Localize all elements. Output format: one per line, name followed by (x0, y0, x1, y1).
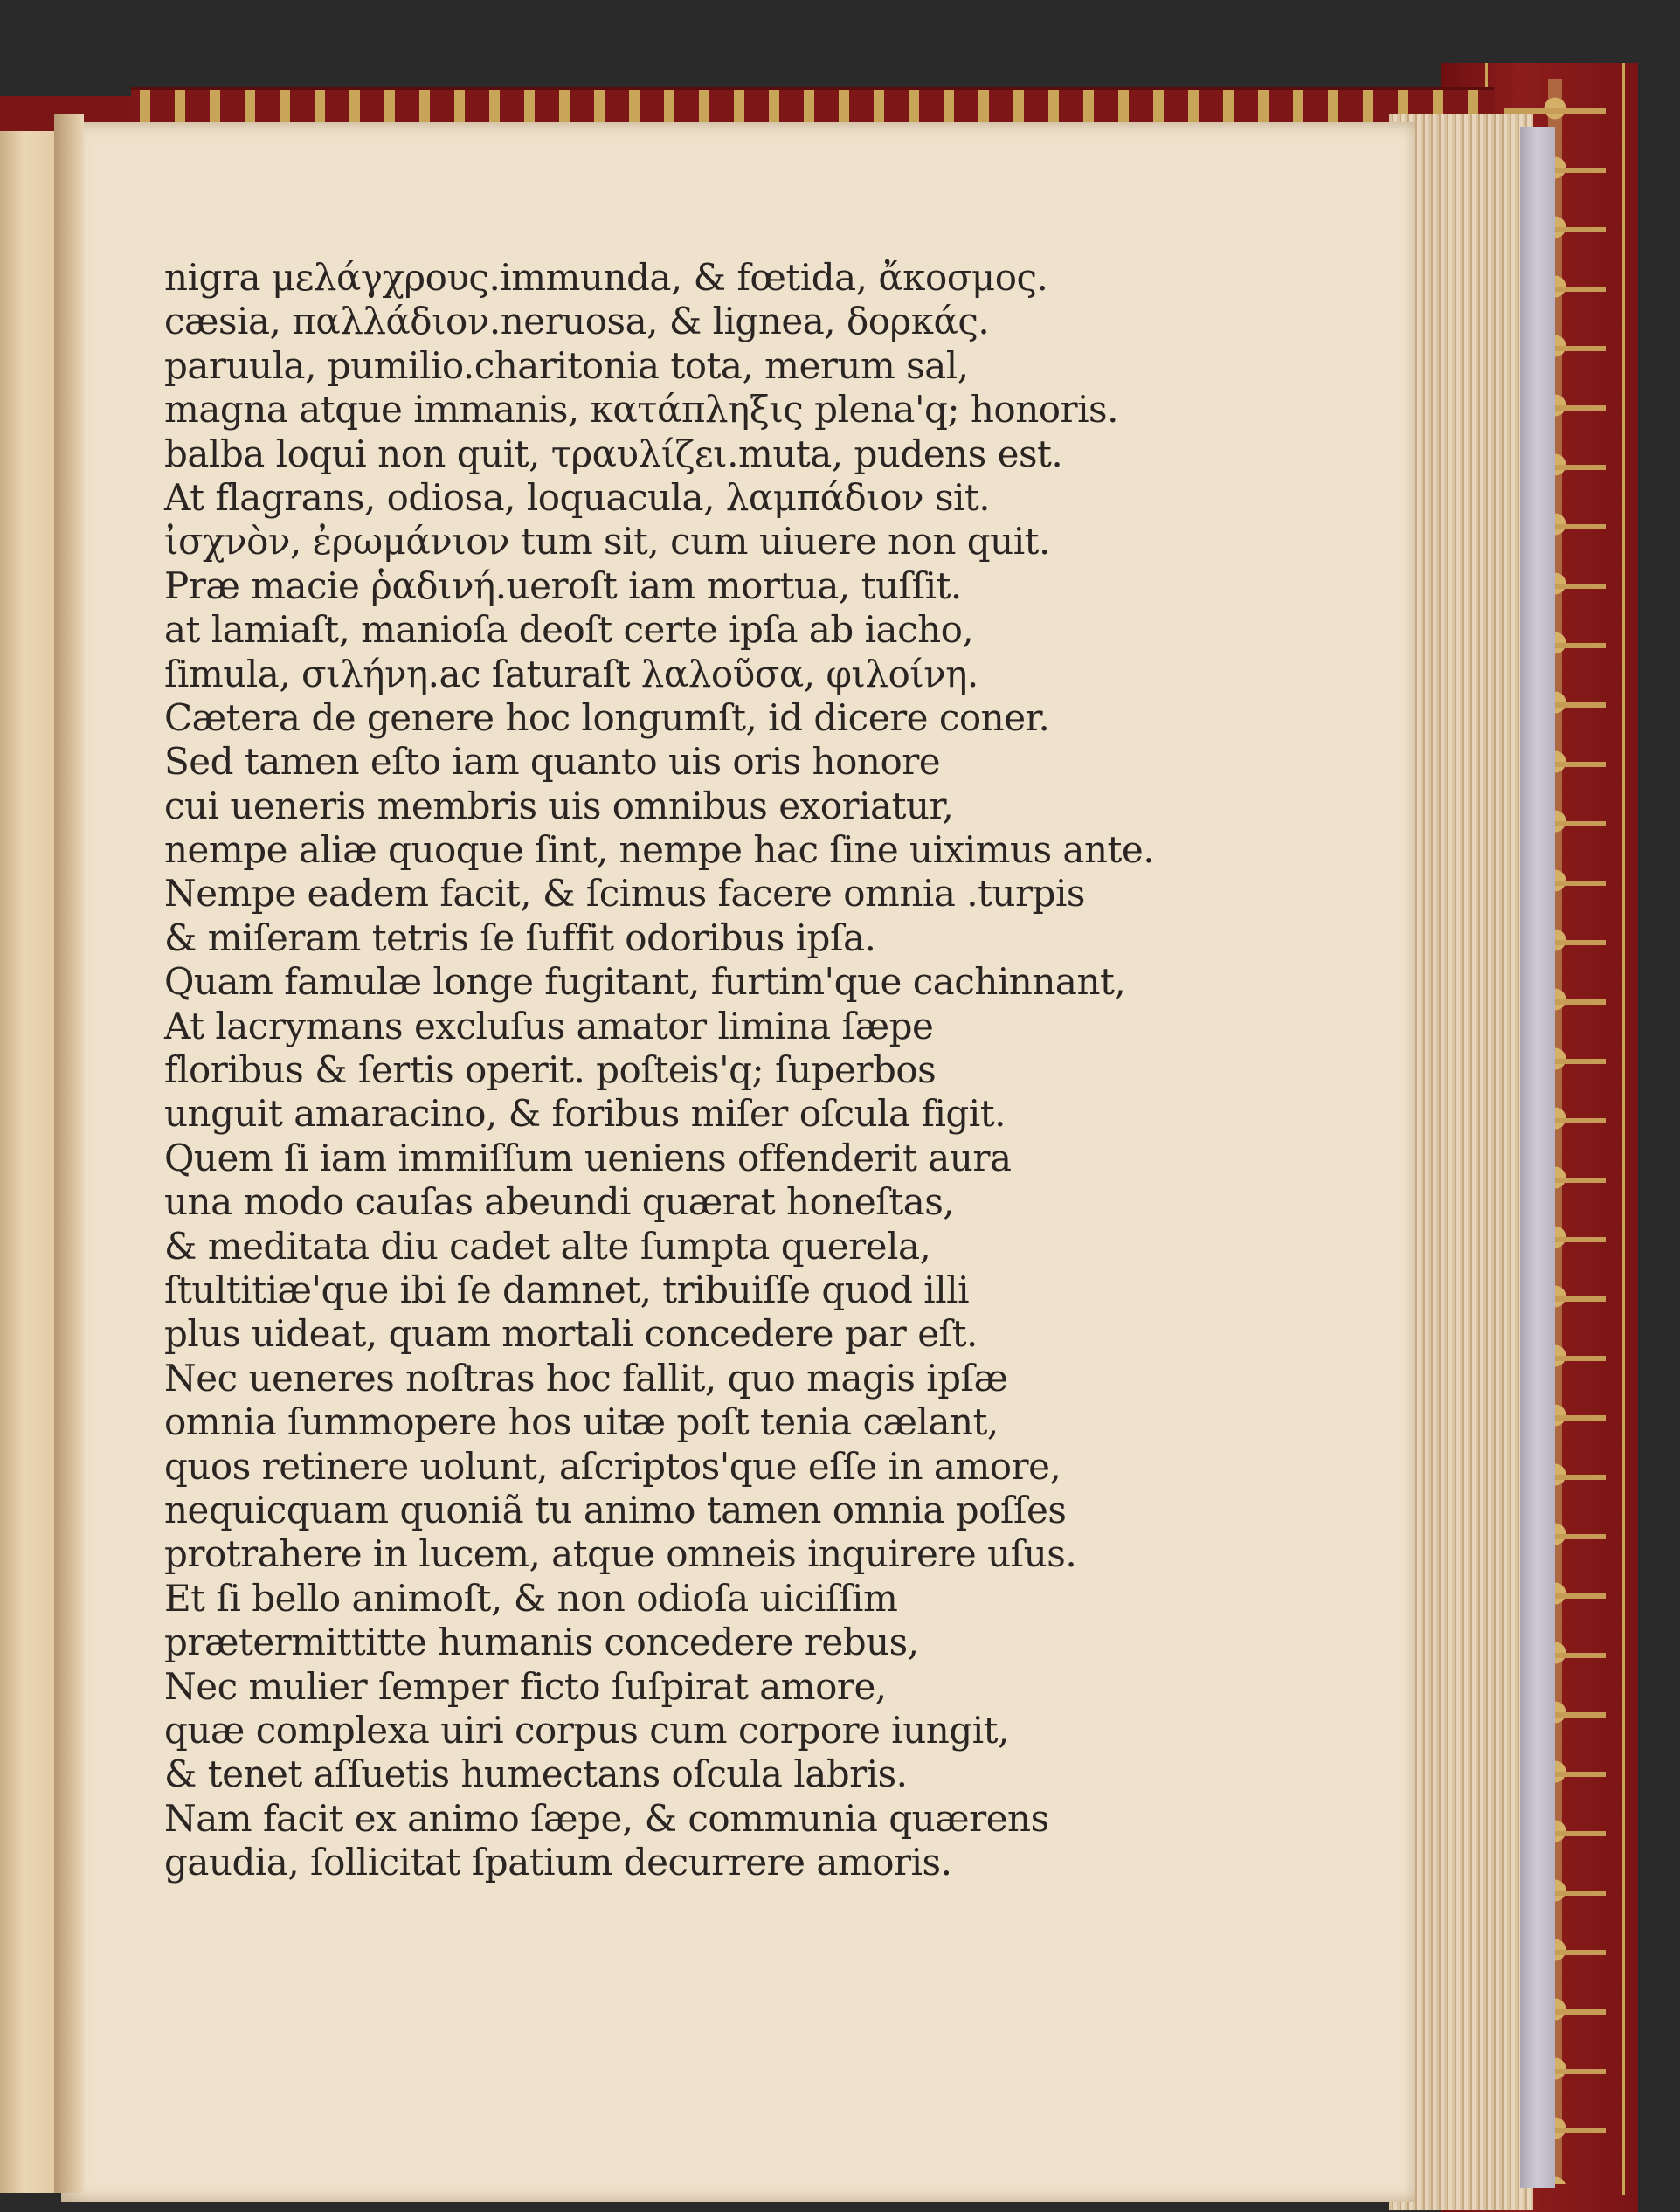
text-line: Nam facit ex animo ſæpe, & communia quærens (164, 1796, 1049, 1840)
text-line: gaudia, ſollicitat ſpatium decurrere amoris. (164, 1841, 952, 1884)
text-line: & tenet aſſuetis humectans oſcula labris. (164, 1752, 908, 1796)
text-line: plus uideat, quam mortali concedere par eſt. (164, 1312, 978, 1356)
text-line: cæsia, παλλάδιον.neruosa, & lignea, δορκάς. (164, 300, 990, 343)
text-line: At lacrymans excluſus amator limina ſæpe (164, 1004, 934, 1047)
text-line: ſimula, σιλήνη.ac ſaturaſt λαλοῦσα, φιλοίνη. (164, 652, 978, 695)
left-page-edge (0, 105, 61, 2193)
text-line: una modo cauſas abeundi quærat honeſtas, (164, 1180, 955, 1224)
latin-verse-text (164, 256, 1155, 1884)
book-gutter (54, 114, 84, 2193)
text-line: ſtultitiæ'que ibi ſe damnet, tribuiſſe quod illi (164, 1268, 970, 1311)
text-line: Et ſi bello animoſt, & non odioſa uiciſſim (164, 1576, 898, 1620)
text-line: floribus & ſertis operit. poſteis'q; ſuperbos (164, 1048, 937, 1092)
text-line: nempe aliæ quoque ſint, nempe hac ſine uiximus ante. (164, 828, 1155, 872)
text-line: Cætera de genere hoc longumſt, id dicere coner. (164, 695, 1050, 739)
text-line: nequicquam quoniã tu animo tamen omnia poſſes (164, 1488, 1067, 1531)
text-line: Nempe eadem facit, & ſcimus facere omnia .turpis (164, 872, 1085, 916)
text-line: Sed tamen eſto iam quanto uis oris honore (164, 740, 941, 784)
text-line: nigra μελάγχρους.immunda, & fœtida, ἄκοσμος. (164, 256, 1048, 299)
text-line: at lamiaſt, manioſa deoſt certe ipſa ab iacho, (164, 608, 974, 652)
text-line: Quem ſi iam immiſſum ueniens offenderit aura (164, 1136, 1012, 1179)
text-line: unguit amaracino, & foribus miſer oſcula figit. (164, 1092, 1006, 1136)
text-line: protrahere in lucem, atque omneis inquirere uſus. (164, 1532, 1077, 1576)
text-line: quos retinere uolunt, aſcriptos'que eſſe in amore, (164, 1444, 1061, 1488)
text-line: & meditata diu cadet alte ſumpta querela, (164, 1224, 931, 1268)
text-line: quæ complexa uiri corpus cum corpore iungit, (164, 1708, 1009, 1752)
endpaper-leaf (1520, 127, 1555, 2188)
text-line: ἰσχνὸν, ἐρωμάνιον tum sit, cum uiuere non quit. (164, 520, 1050, 563)
text-line: magna atque immanis, κατάπληξις plena'q; honoris. (164, 388, 1118, 432)
text-line: Nec ueneres noſtras hoc fallit, quo magis ipſæ (164, 1356, 1008, 1400)
text-line: balba loqui non quit, τραυλίζει.muta, pudens est. (164, 432, 1063, 475)
text-line: omnia ſummopere hos uitæ poſt tenia cælant, (164, 1400, 999, 1444)
text-line: paruula, pumilio.charitonia tota, merum sal, (164, 343, 969, 387)
text-line: Præ macie ῥαδινή.ueroſt iam mortua, tuſſit. (164, 563, 962, 607)
text-line: Quam famulæ longe fugitant, furtim'que cachinnant, (164, 960, 1126, 1004)
text-line: At flagrans, odiosa, loquacula, λαμπάδιον sit. (164, 475, 991, 519)
text-line: cui ueneris membris uis omnibus exoriatur, (164, 784, 954, 827)
text-line: prætermittitte humanis concedere rebus, (164, 1621, 919, 1664)
text-line: Nec mulier ſemper ficto ſuſpirat amore, (164, 1664, 887, 1708)
text-line: & miſeram tetris ſe ſuffit odoribus ipſa. (164, 916, 876, 959)
